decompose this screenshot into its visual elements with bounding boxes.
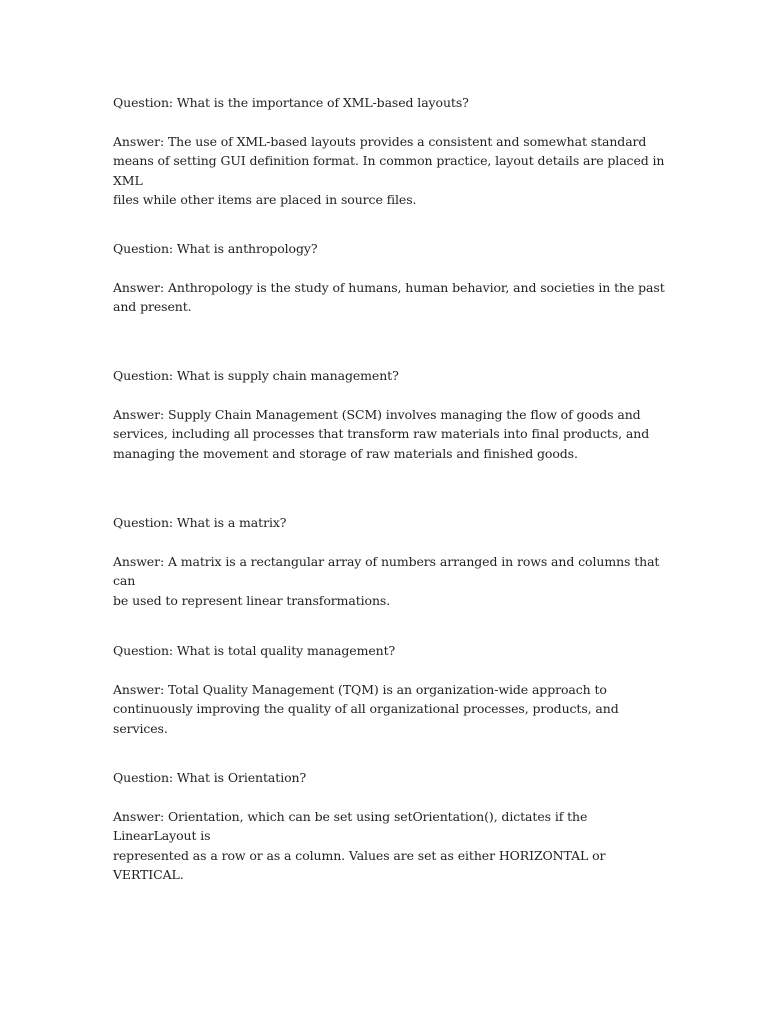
qa-block-tqm [113, 641, 673, 738]
answer-text [113, 680, 673, 739]
answer-line: Answer: Supply Chain Management (SCM) involves managing the flow of goods and [113, 406, 641, 422]
question-text: Question: What is anthropology? [113, 241, 318, 256]
answer-text [113, 278, 673, 317]
answer-line: Answer: Total Quality Management (TQM) is an organization-wide approach to [113, 681, 607, 697]
answer-line: be used to represent linear transformations. [113, 592, 391, 608]
answer-text [113, 552, 673, 611]
qa-block-orientation [113, 768, 673, 885]
answer-text [113, 807, 673, 885]
question-text: Question: What is a matrix? [113, 515, 287, 530]
answer-line: services, including all processes that transform raw materials into final products, and [113, 426, 650, 441]
answer-text [113, 132, 673, 210]
question-text: Question: What is the importance of XML-based layouts? [113, 95, 469, 110]
answer-line: files while other items are placed in source files. [113, 192, 417, 207]
answer-line: continuously improving the quality of all organizational processes, products, and services. [113, 701, 619, 736]
qa-block-xml-layouts [113, 93, 673, 210]
answer-line: managing the movement and storage of raw materials and finished goods. [113, 445, 578, 461]
qa-block-supply-chain [113, 366, 673, 463]
answer-line: Answer: Orientation, which can be set using setOrientation(), dictates if the LinearLayout is [113, 808, 588, 843]
answer-line: Answer: The use of XML-based layouts provides a consistent and somewhat standard [113, 133, 647, 149]
answer-line: represented as a row or as a column. Values are set as either HORIZONTAL or VERTICAL. [113, 847, 606, 882]
answer-line: and present. [113, 299, 192, 314]
question-text: Question: What is total quality management? [113, 643, 396, 658]
answer-line: Answer: Anthropology is the study of humans, human behavior, and societies in the past [113, 279, 665, 295]
question-text: Question: What is supply chain management? [113, 368, 399, 383]
question-text: Question: What is Orientation? [113, 770, 307, 785]
qa-block-matrix [113, 513, 673, 610]
answer-line: means of setting GUI definition format. In common practice, layout details are placed in XML [113, 153, 665, 188]
answer-text [113, 405, 673, 464]
answer-line: Answer: A matrix is a rectangular array of numbers arranged in rows and columns that can [113, 553, 660, 588]
qa-block-anthropology [113, 239, 673, 317]
